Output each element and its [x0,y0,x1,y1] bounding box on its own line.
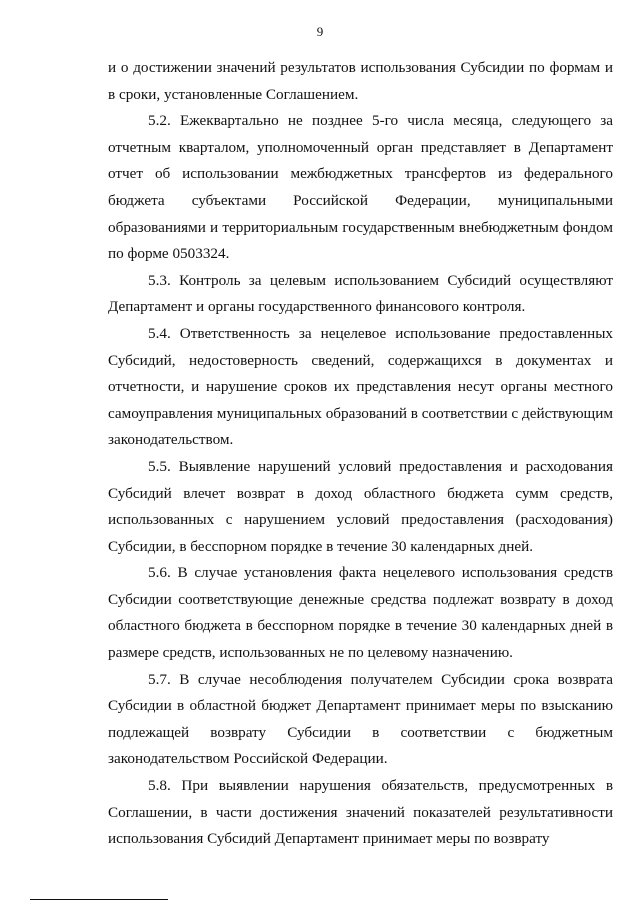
paragraph-5-2: 5.2. Ежеквартально не позднее 5-го числа месяца, следующего за отчетным кварталом, уполномоченный орган представляет в Департамент отчет об использовании межбюджетных трансфертов из федерального бюджета субъектами Российской Федерации, муниципальными образованиями и территориальным государственным внебюджетным фондом по форме 0503324. [108,112,613,263]
paragraph-5-6: 5.6. В случае установления факта нецелевого использования средств Субсидии соответствующие денежные средства подлежат возврату в доход областного бюджета в бесспорном порядке в течение 30 календарных дней в размере средств, использованных не по целевому назначению. [108,564,613,662]
paragraph-5-3: 5.3. Контроль за целевым использованием Субсидий осуществляют Департамент и органы государственного финансового контроля. [108,271,613,316]
paragraph-5-4: 5.4. Ответственность за нецелевое использование предоставленных Субсидий, недостоверность сведений, содержащихся в документах и отчетности, и нарушение сроков их представления несут органы местного самоуправления муниципальных образований в соответствии с действующим законодательством. [108,324,613,449]
paragraph-5-8: 5.8. При выявлении нарушения обязательств, предусмотренных в Соглашении, в части достижения значений показателей результативности использования Субсидий Департамент принимает меры по возврату [108,777,613,848]
paragraph-continuation: и о достижении значений результатов использования Субсидии по формам и в сроки, установленные Соглашением. [108,59,613,103]
paragraph-5-7: 5.7. В случае несоблюдения получателем Субсидии срока возврата Субсидии в областной бюджет Департамент принимает меры по взысканию подлежащей возврату Субсидии в соответствии с бюджетным законодательством Российской Федерации. [108,670,613,768]
document-body [108,55,613,853]
page-number: 9 [316,24,324,39]
paragraph-5-5: 5.5. Выявление нарушений условий предоставления и расходования Субсидий влечет возврат в доход областного бюджета сумм средств, использованных с нарушением условий предоставления (расходования) Субсидии, в бесспорном порядке в течение 30 календарных дней. [108,457,613,555]
scan-edge-line [30,899,168,900]
